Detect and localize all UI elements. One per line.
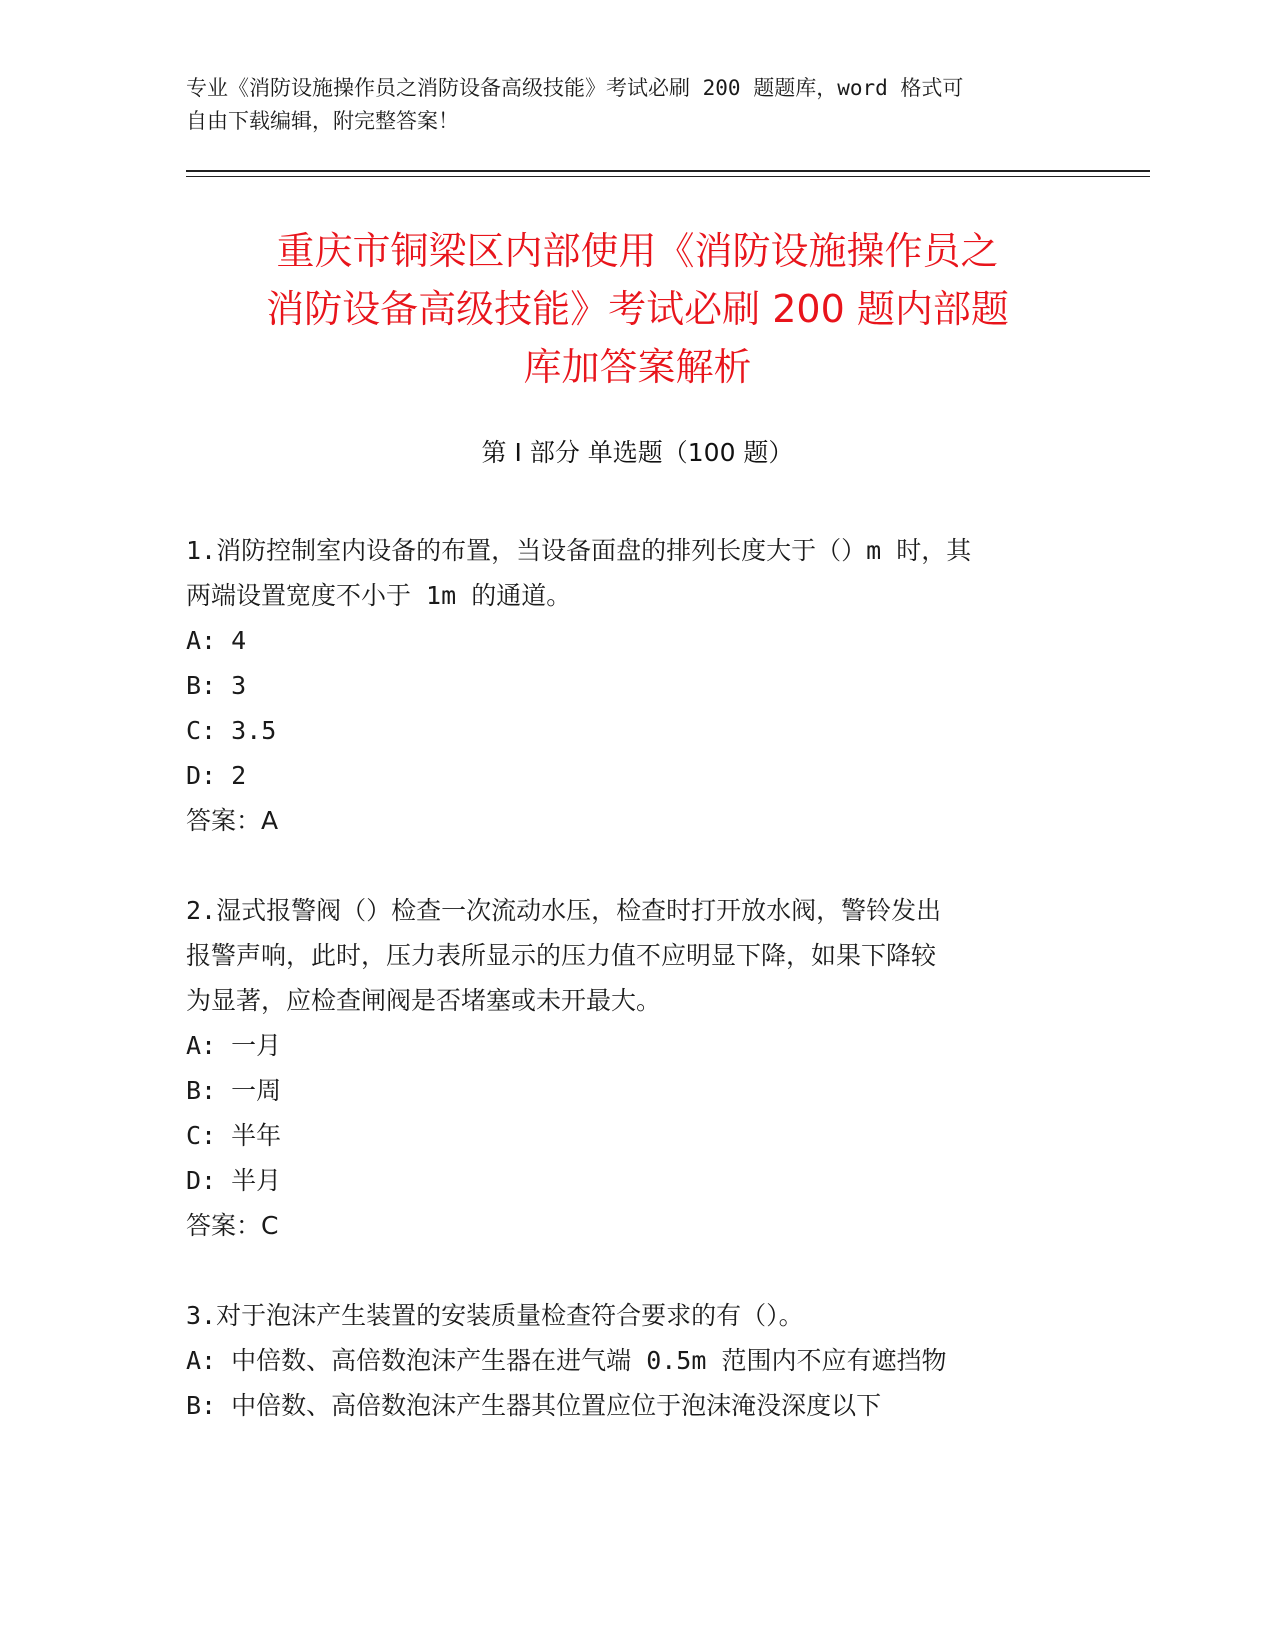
document-title-line-2: 消防设备高级技能》考试必刷 200 题内部题 [266,287,1009,331]
option-c: C: 半年 [186,1121,282,1150]
section-heading: 第 I 部分 单选题（100 题） [481,438,794,467]
header-divider-thick [186,170,1150,172]
header-divider-thin [186,176,1150,177]
option-d: D: 半月 [186,1166,282,1195]
option-c: C: 3.5 [186,716,277,745]
question-stem-line: 3.对于泡沫产生装置的安装质量检查符合要求的有（）。 [186,1301,804,1330]
answer: 答案：C [186,1211,279,1240]
option-b: B: 中倍数、高倍数泡沫产生器其位置应位于泡沫淹没深度以下 [186,1391,882,1420]
question-stem-line: 为显著，应检查闸阀是否堵塞或未开最大。 [186,986,662,1015]
option-d: D: 2 [186,761,247,790]
option-b: B: 一周 [186,1076,282,1105]
question-2 [186,888,1086,1248]
option-b: B: 3 [186,671,247,700]
document-title [150,222,1125,396]
document-title-line-1: 重庆市铜梁区内部使用《消防设施操作员之 [276,229,999,273]
option-a: A: 一月 [186,1031,282,1060]
question-stem-line: 报警声响，此时，压力表所显示的压力值不应明显下降，如果下降较 [186,941,937,970]
question-stem-line: 两端设置宽度不小于 1m 的通道。 [186,581,572,610]
question-stem-line: 1.消防控制室内设备的布置，当设备面盘的排列长度大于（）m 时，其 [186,536,972,565]
header-note-line-1: 专业《消防设施操作员之消防设备高级技能》考试必刷 200 题题库，word 格式可 [186,76,964,100]
option-a: A: 4 [186,626,247,655]
header-note [186,72,1066,138]
question-list [186,528,1086,1473]
option-a: A: 中倍数、高倍数泡沫产生器在进气端 0.5m 范围内不应有遮挡物 [186,1346,947,1375]
question-1 [186,528,1086,843]
question-stem-line: 2.湿式报警阀（）检查一次流动水压，检查时打开放水阀，警铃发出 [186,896,942,925]
answer: 答案：A [186,806,279,835]
document-title-line-3: 库加答案解析 [523,345,752,389]
question-3 [186,1293,1086,1428]
header-note-line-2: 自由下载编辑，附完整答案！ [186,109,459,133]
